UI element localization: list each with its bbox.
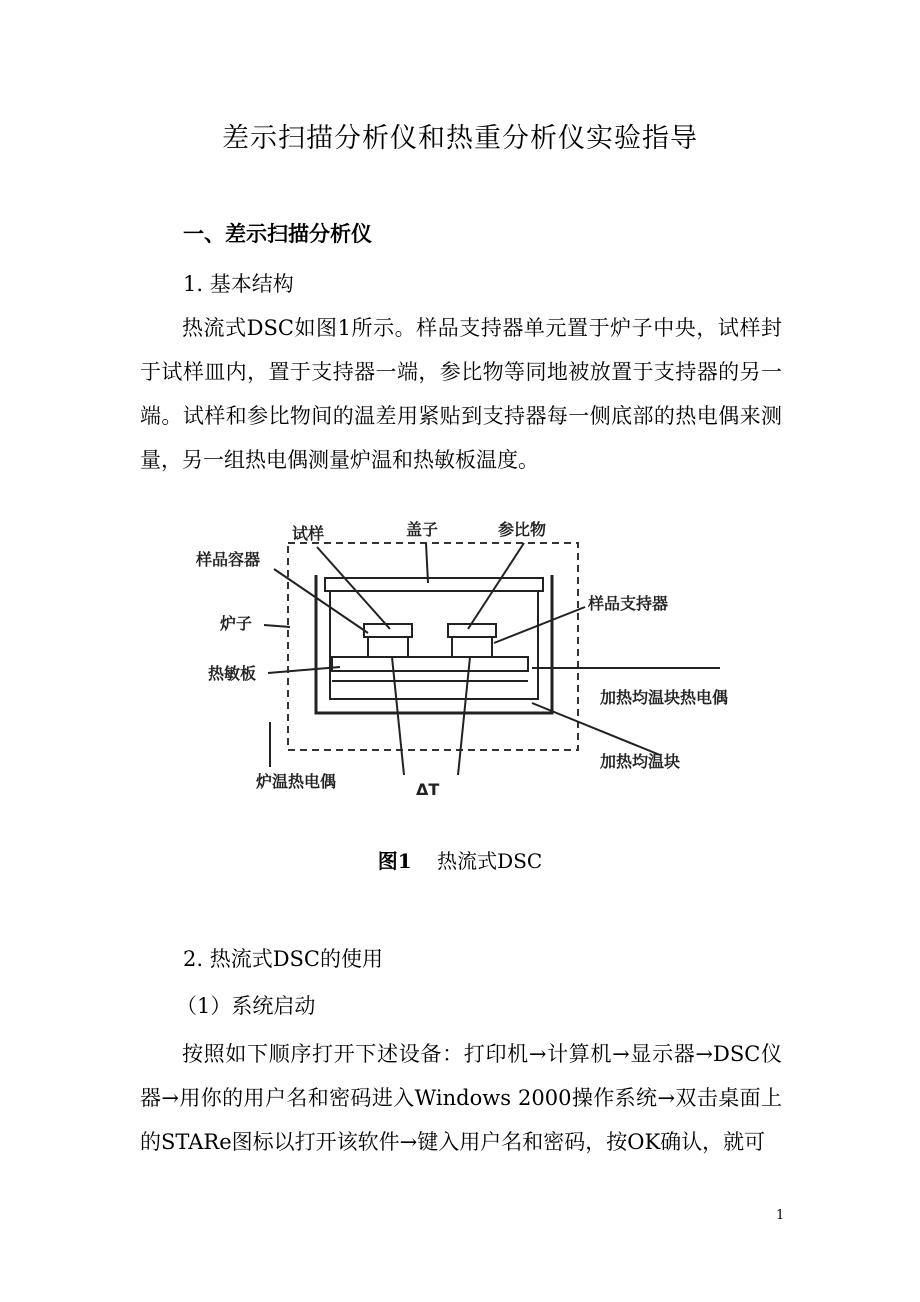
heat-plate-shape [332,657,528,671]
section-heading-dsc: 一、差示扫描分析仪 [183,222,372,246]
caption-text: 热流式DSC [437,849,543,873]
label-heat-plate: 热敏板 [208,664,257,683]
label-reference: 参比物 [498,520,547,539]
label-delta-t: ΔT [416,780,440,799]
label-furnace-thermocouple: 炉温热电偶 [256,772,337,791]
label-block-thermocouple: 加热均温块热电偶 [600,688,729,707]
heating-block-shape [316,575,552,713]
label-sample: 试样 [292,524,325,543]
label-sample-holder: 样品支持器 [588,594,669,613]
paragraph-structure: 热流式DSC如图1所示。样品支持器单元置于炉子中央，试样封于试样皿内，置于支持器一端，参比物等同地被放置于支持器的另一端。试样和参比物间的温差用紧贴到支持器每一侧底部的热电偶来测量，另一组热电偶测量炉温和热敏板温度。 [140,316,782,472]
figure-heat-flux-dsc [180,505,780,835]
paragraph-startup: 按照如下顺序打开下述设备：打印机→计算机→显示器→DSC仪器→用你的用户名和密码进入Windows 2000操作系统→双击桌面上的STARe图标以打开该软件→键入用户名和密码，按OK确认，就可 [140,1042,782,1154]
subheading-basic-structure: 1. 基本结构 [183,272,294,296]
sample-holder-right [452,637,492,657]
label-heating-block: 加热均温块 [600,752,681,771]
lid-shape [325,578,543,591]
figure-caption [0,845,920,874]
thermocouple-wire-right [458,657,470,775]
subheading-system-startup: （1）系统启动 [176,994,316,1018]
furnace-outline [288,543,578,750]
thermocouple-wire-left [392,657,404,775]
sample-holder-left [368,637,408,657]
reference-pan [448,624,496,637]
subheading-dsc-usage: 2. 热流式DSC的使用 [183,947,384,971]
caption-number: 图1 [377,849,412,873]
leader-holder [494,607,585,643]
page-number: 1 [776,1208,785,1223]
label-lid: 盖子 [406,520,439,539]
label-sample-container: 样品容器 [196,550,261,569]
leader-furnace [264,625,290,627]
leader-block [532,703,660,755]
label-furnace: 炉子 [220,614,253,633]
dsc-diagram [180,505,780,835]
document-title: 差示扫描分析仪和热重分析仪实验指导 [222,123,698,154]
